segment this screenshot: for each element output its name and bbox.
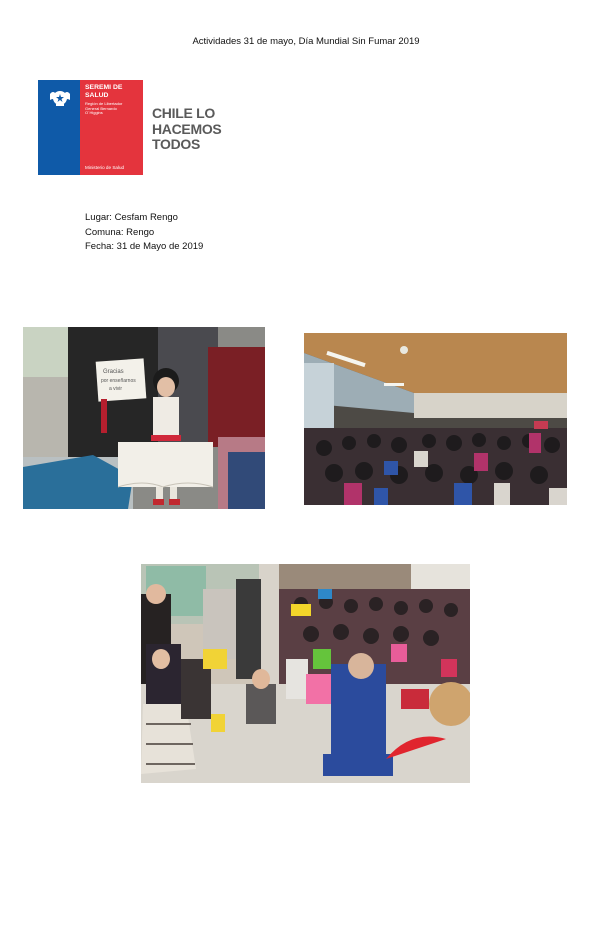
slogan: CHILE LO HACEMOS TODOS xyxy=(152,105,222,153)
photo-audience-room xyxy=(304,333,567,505)
event-info xyxy=(85,211,203,255)
sign-line-1: Gracias xyxy=(103,369,124,375)
coat-of-arms-icon xyxy=(47,88,73,108)
info-fecha: Fecha: 31 de Mayo de 2019 xyxy=(85,241,204,253)
info-comuna: Comuna: Rengo xyxy=(85,226,155,238)
logo-region-text: Región de Libertador General Bernardo O´Higgins xyxy=(85,101,123,116)
sign-line-2: por enseñarnos xyxy=(101,378,136,384)
photo-girl-with-sign xyxy=(23,327,265,509)
sign-line-3: a vivir xyxy=(109,386,123,392)
info-lugar: Lugar: Cesfam Rengo xyxy=(85,212,178,223)
logo-ministry-text: Ministerio de Salud xyxy=(85,165,125,170)
photo-children-event xyxy=(141,564,470,783)
logo-seremi-text: SEREMI DE SALUD xyxy=(85,84,123,99)
seremi-logo xyxy=(38,80,143,175)
document-title: Actividades 31 de mayo, Día Mundial Sin Fumar 2019 xyxy=(192,36,420,47)
